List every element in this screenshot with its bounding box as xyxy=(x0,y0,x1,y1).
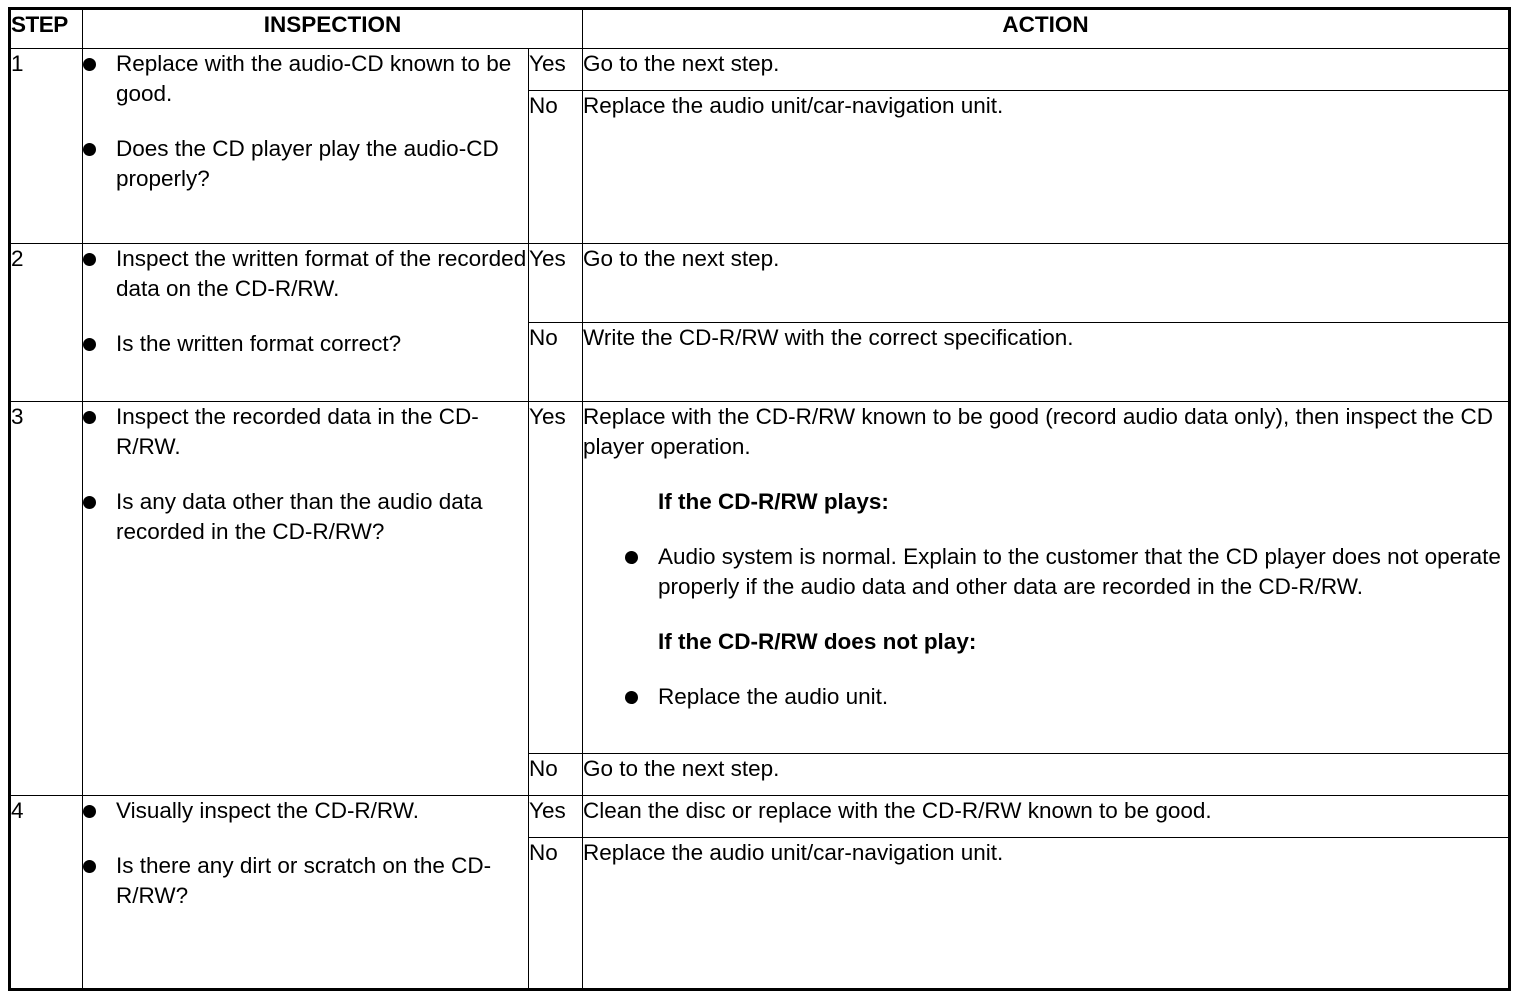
list-item: Does the CD player play the audio-CD properly? xyxy=(83,134,528,194)
no-action: Replace the audio unit/car-navigation unit. xyxy=(583,91,1510,244)
no-label: No xyxy=(529,838,583,990)
plays-block xyxy=(583,487,1508,712)
list-item: Replace with the audio-CD known to be good. xyxy=(83,49,528,109)
table-row xyxy=(10,49,1510,91)
table-row xyxy=(10,796,1510,838)
inspection-cell xyxy=(83,402,529,796)
no-action: Write the CD-R/RW with the correct specification. xyxy=(583,323,1510,402)
table-row xyxy=(10,402,1510,754)
list-item: Is the written format correct? xyxy=(83,329,528,359)
list-item: Visually inspect the CD-R/RW. xyxy=(83,796,528,826)
list-item: Inspect the recorded data in the CD-R/RW. xyxy=(83,402,528,462)
list-item: Is there any dirt or scratch on the CD-R/RW? xyxy=(83,851,528,911)
no-label: No xyxy=(529,754,583,796)
step-number: 4 xyxy=(10,796,83,990)
yes-label: Yes xyxy=(529,244,583,323)
inspection-cell xyxy=(83,49,529,244)
list-item: Replace the audio unit. xyxy=(625,682,1508,712)
no-label: No xyxy=(529,323,583,402)
yes-action: Go to the next step. xyxy=(583,49,1510,91)
diagnostic-table xyxy=(8,7,1511,991)
no-action: Go to the next step. xyxy=(583,754,1510,796)
not-plays-heading: If the CD-R/RW does not play: xyxy=(658,629,977,654)
step-number: 1 xyxy=(10,49,83,244)
header-row xyxy=(10,9,1510,49)
inspection-header: INSPECTION xyxy=(83,9,583,49)
yes-label: Yes xyxy=(529,402,583,754)
inspection-cell xyxy=(83,796,529,990)
no-action: Replace the audio unit/car-navigation unit. xyxy=(583,838,1510,990)
inspection-cell xyxy=(83,244,529,402)
list-item: Audio system is normal. Explain to the customer that the CD player does not operate properly if the audio data and other data are recorded in the CD-R/RW. xyxy=(625,542,1508,602)
yes-action: Clean the disc or replace with the CD-R/RW known to be good. xyxy=(583,796,1510,838)
yes-label: Yes xyxy=(529,49,583,91)
plays-heading: If the CD-R/RW plays: xyxy=(658,489,889,514)
step-number: 2 xyxy=(10,244,83,402)
step-header: STEP xyxy=(10,9,83,49)
list-item: Inspect the written format of the recorded data on the CD-R/RW. xyxy=(83,244,528,304)
action-header: ACTION xyxy=(583,9,1510,49)
no-label: No xyxy=(529,91,583,244)
yes-action: Replace with the CD-R/RW known to be good (record audio data only), then inspect the CD player operation. xyxy=(583,404,1494,459)
yes-action: Go to the next step. xyxy=(583,244,1510,323)
list-item: Is any data other than the audio data recorded in the CD-R/RW? xyxy=(83,487,528,547)
table-row xyxy=(10,244,1510,323)
yes-action-cell xyxy=(583,402,1510,754)
step-number: 3 xyxy=(10,402,83,796)
yes-label: Yes xyxy=(529,796,583,838)
